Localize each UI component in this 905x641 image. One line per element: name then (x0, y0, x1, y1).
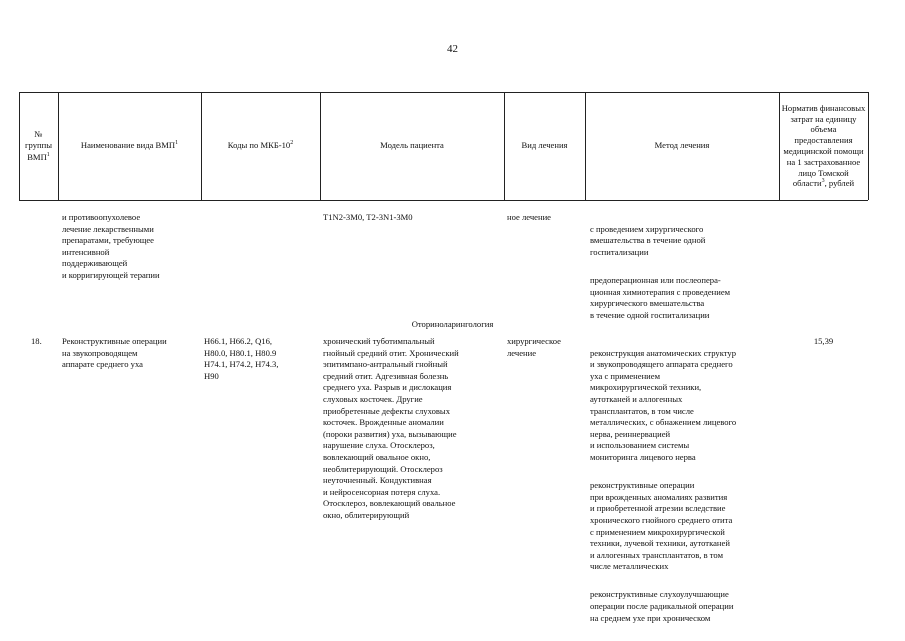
method-paragraph: с проведением хирургического вмешательства в течение одной госпитализации (590, 223, 706, 257)
header-col-codes-text: Коды по МКБ-10 (227, 140, 291, 151)
footnote-mark: 1 (46, 151, 50, 158)
row-codes: H66.1, H66.2, Q16, H80.0, H80.1, H80.9 H74.1, H74.2, H74.3, H90 (204, 336, 279, 381)
continuation-methods (590, 212, 778, 338)
continuation-name: и противоопухолевое лечение лекарственными препаратами, требующее интенсивной поддерживающей и корригирующей терапии (62, 212, 160, 280)
header-col-codes (201, 92, 320, 200)
header-col-type-text: Вид лечения (521, 140, 568, 151)
header-col-method-text: Метод лечения (654, 140, 710, 151)
header-col-number-text: № группы ВМП (25, 128, 52, 162)
header-col-model (320, 92, 504, 200)
footnote-mark: 2 (290, 140, 294, 147)
row-number: 18. (31, 336, 42, 346)
row-name: Реконструктивные операции на звукопроводящем аппарате среднего уха (62, 336, 167, 370)
header-col-norm-unit: , рублей (824, 178, 855, 189)
header-col-method (585, 92, 779, 200)
continuation-type: ное лечение (507, 212, 552, 222)
row-model: хронический туботимпальный гнойный средний отит. Хронический эпитимпано-антральный гнойный средний отит. Адгезивная болезнь среднего уха. Разрыв и дислокация слуховых косточек. Другие приобретенные дефекты слуховых косточек. Врожденные аномалии (пороки развития) уха, вызывающие нарушение слуха. Отосклероз, вовлекающий овальное окно, необлитерирующий. Отосклероз неуточненный. Кондуктивная и нейросенсорная потеря слуха. Отосклероз, вовлекающий овальное окно, облитерирующий (323, 336, 459, 520)
header-col-name (58, 92, 201, 200)
method-paragraph: реконструктивные операции при врожденных аномалиях развития и приобретенной атрезии вследствие хронического гнойного среднего отита с применением микрохирургической техники, лучевой техники, аутотканей и аллогенных трансплантатов, в том числе металлических (590, 480, 733, 572)
method-paragraph: реконструктивные слухоулучшающие операции после радикальной операции на среднем ухе при хроническом (590, 589, 734, 623)
row-methods (590, 336, 778, 641)
header-col-number (19, 92, 58, 200)
header-divider (868, 92, 869, 200)
footnote-mark: 3 (821, 178, 825, 185)
header-col-norm (779, 92, 868, 200)
header-col-model-text: Модель пациента (380, 140, 444, 151)
method-paragraph: реконструкция анатомических структур и звукопроводящего аппарата среднего уха с применением микрохирургической техники, аутотканей и аллогенных трансплантатов, в том числе металлических, с обнажением лицевого нерва, реиннервацией и использованием системы мониторинга лицевого нерва (590, 347, 737, 462)
header-col-type (504, 92, 585, 200)
method-paragraph: предоперационная или послеопера- ционная химиотерапия с проведением хирургического вмешательства в течение одной госпитализации (590, 274, 731, 320)
footnote-mark: 1 (175, 140, 179, 147)
section-title: Оториноларингология (411, 319, 494, 329)
header-col-name-text: Наименование вида ВМП (80, 140, 176, 151)
row-norm-value: 15,39 (813, 336, 834, 346)
page-number: 42 (447, 43, 458, 55)
row-type: хирургическое лечение (507, 336, 561, 358)
header-col-norm-text: Норматив финансовых затрат на единицу объема предоставления медицинской помощи на 1 застрахованное лицо Томской области (781, 102, 866, 189)
continuation-model: T1N2-3M0, T2-3N1-3M0 (323, 212, 413, 222)
